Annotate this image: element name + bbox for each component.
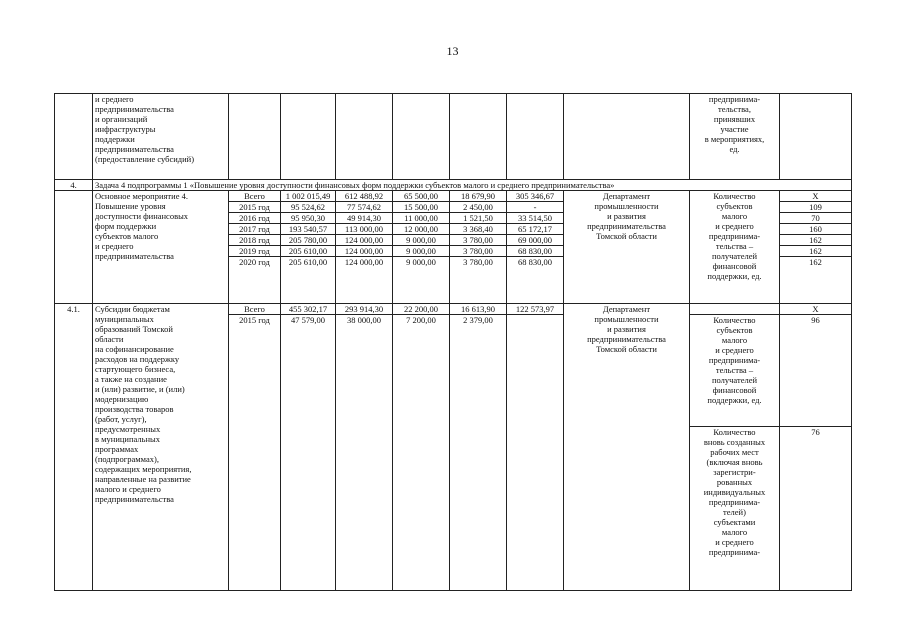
local-value: 2 379,00 <box>450 314 506 325</box>
local-value: 3 780,00 <box>450 234 506 245</box>
extra-value: 68 830,00 <box>507 245 563 256</box>
federal-value: 124 000,00 <box>336 245 392 256</box>
federal-value: 77 574,62 <box>336 201 392 212</box>
cell-num <box>55 94 93 180</box>
federal-value: 124 000,00 <box>336 234 392 245</box>
regional-value: 15 500,00 <box>393 201 449 212</box>
main-measure-name: Основное мероприятие 4. Повышение уровня доступности финансовых форм поддержки субъектов малого и среднего предпринимательства <box>93 191 229 304</box>
table-row-measure <box>55 304 852 591</box>
indicator-cell: Количество субъектов малого и среднего предпринима- тельства – получателей финансовой поддержки, ед. <box>690 191 780 304</box>
indicator-cell: предпринима- тельства, принявших участие в мероприятиях, ед. <box>690 94 780 180</box>
federal-value: 612 488,92 <box>344 191 384 201</box>
indicator-cell: Количество субъектов малого и среднего предпринима- тельства – получателей финансовой поддержки, ед. <box>690 314 779 426</box>
measure-name: Субсидии бюджетам муниципальных образований Томской области на софинансирование расходов на поддержку стартующего бизнеса, а также на создание и (или) развитие, и (или) модернизацию производства товаров (работ, услуг), предусмотренных в муниципальных программах (подпрограммах), содержащих мероприятия, направленные на развитие малого и среднего предпринимательства <box>93 304 229 591</box>
regional-value: 9 000,00 <box>393 256 449 267</box>
task-number: 4. <box>55 180 93 191</box>
indicator-value: 162 <box>780 256 851 267</box>
extra-value <box>507 314 563 325</box>
regional-value: 7 200,00 <box>393 314 449 325</box>
regional-value: 22 200,00 <box>404 304 438 314</box>
extra-value: - <box>507 201 563 212</box>
indicator-value: 162 <box>780 245 851 256</box>
year-label: 2015 год <box>229 201 280 212</box>
regional-value: 11 000,00 <box>393 212 449 223</box>
year-label: 2016 год <box>229 212 280 223</box>
regional-value: 12 000,00 <box>393 223 449 234</box>
local-value: 3 780,00 <box>450 256 506 267</box>
indicator-value: X <box>812 304 819 314</box>
total-value: 205 780,00 <box>281 234 335 245</box>
indicator-value: 109 <box>780 201 851 212</box>
year-label: 2017 год <box>229 223 280 234</box>
page-number: 13 <box>446 44 459 58</box>
table-row-task <box>55 180 852 191</box>
extra-value: 65 172,17 <box>507 223 563 234</box>
executor-cell: Департамент промышленности и развития предпринимательства Томской области <box>564 304 690 591</box>
indicator-value: 76 <box>780 426 851 437</box>
total-value: 1 002 015,49 <box>285 191 331 201</box>
local-value: 2 450,00 <box>450 201 506 212</box>
total-value: 47 579,00 <box>281 314 335 325</box>
total-value: 193 540,57 <box>281 223 335 234</box>
total-value: 95 524,62 <box>281 201 335 212</box>
regional-value: 9 000,00 <box>393 245 449 256</box>
total-value: 455 302,17 <box>288 304 328 314</box>
extra-value: 68 830,00 <box>507 256 563 267</box>
federal-value: 113 000,00 <box>336 223 392 234</box>
extra-value: 122 573,97 <box>515 304 555 314</box>
federal-value: 38 000,00 <box>336 314 392 325</box>
indicator-value: X <box>812 191 819 201</box>
regional-value: 65 500,00 <box>404 191 438 201</box>
table-row-continuation <box>55 94 852 180</box>
measure-number: 4.1. <box>55 304 93 591</box>
indicator-value: 96 <box>780 314 851 426</box>
local-value: 1 521,50 <box>450 212 506 223</box>
local-value: 18 679,90 <box>461 191 495 201</box>
measure-name-cell: и среднего предпринимательства и организаций инфраструктуры поддержки предпринимательства (предоставление субсидий) <box>93 94 229 180</box>
federal-value: 293 914,30 <box>344 304 384 314</box>
extra-value: 305 346,67 <box>515 191 555 201</box>
table-row-main-measure <box>55 191 852 304</box>
year-label: Всего <box>244 304 265 314</box>
year-label: Всего <box>244 191 265 201</box>
local-value: 3 368,40 <box>450 223 506 234</box>
federal-value: 124 000,00 <box>336 256 392 267</box>
indicator-value: 70 <box>780 212 851 223</box>
regional-value: 9 000,00 <box>393 234 449 245</box>
extra-value: 33 514,50 <box>507 212 563 223</box>
total-value: 95 950,30 <box>281 212 335 223</box>
year-label: 2018 год <box>229 234 280 245</box>
local-value: 3 780,00 <box>450 245 506 256</box>
extra-value: 69 000,00 <box>507 234 563 245</box>
total-value: 205 610,00 <box>281 245 335 256</box>
federal-value: 49 914,30 <box>336 212 392 223</box>
executor-cell: Департамент промышленности и развития предпринимательства Томской области <box>564 191 690 304</box>
year-label: 2015 год <box>229 314 280 325</box>
year-label: 2020 год <box>229 256 280 267</box>
indicator-cell: Количество вновь созданных рабочих мест (включая вновь зарегистри- рованных индивидуальных предпринима- телей) субъектами малого и среднего предпринима- <box>690 426 779 557</box>
year-label: 2019 год <box>229 245 280 256</box>
local-value: 16 613,90 <box>461 304 495 314</box>
indicator-value: 162 <box>780 234 851 245</box>
indicator-value: 160 <box>780 223 851 234</box>
total-value: 205 610,00 <box>281 256 335 267</box>
program-table <box>54 93 852 591</box>
task-title: Задача 4 подпрограммы 1 «Повышение уровня доступности финансовых форм поддержки субъектов малого и среднего предпринимательства» <box>93 180 852 191</box>
